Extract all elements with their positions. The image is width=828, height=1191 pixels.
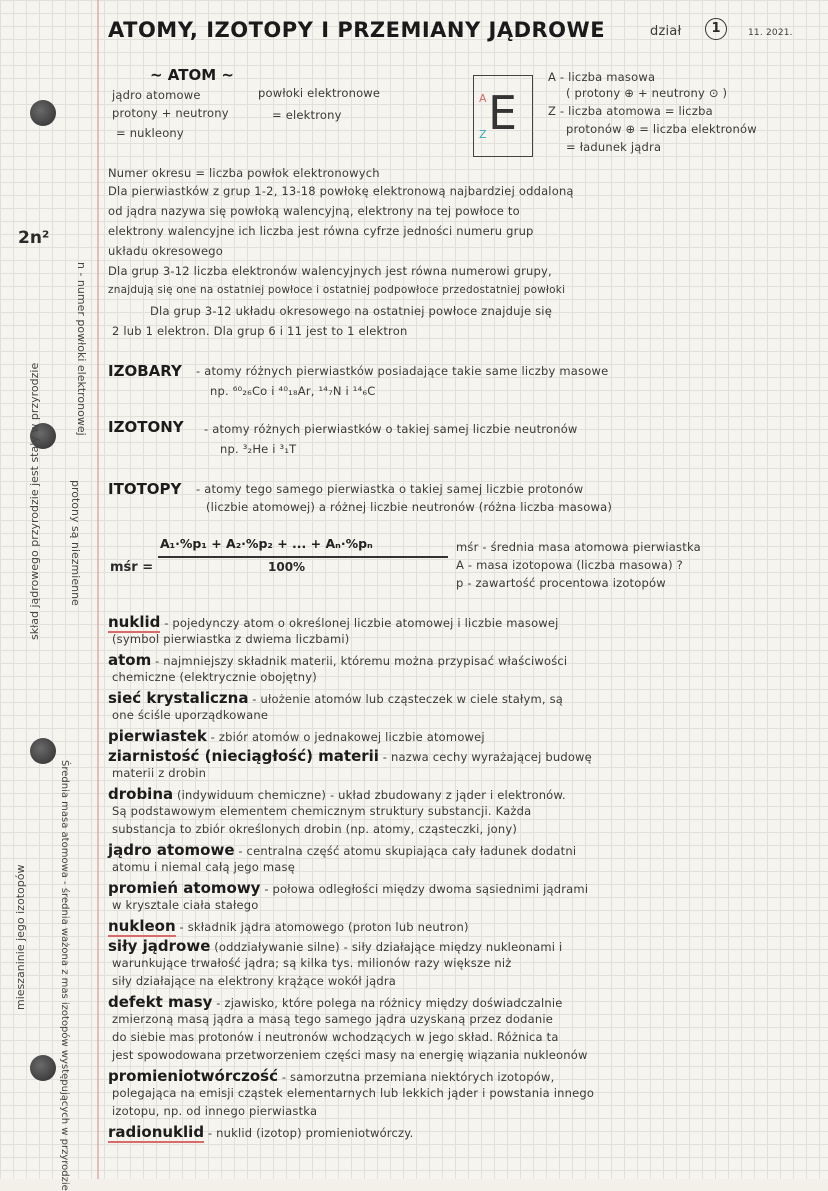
definition-text: - samorzutna przemiana niektórych izotopów, bbox=[278, 1070, 555, 1084]
definition-continuation: w krysztale ciała stałego bbox=[112, 898, 259, 912]
paragraph-line: Dla pierwiastków z grup 1-2, 13-18 powłokę elektronową najbardziej oddaloną bbox=[108, 184, 574, 198]
definition-term: drobina bbox=[108, 785, 174, 803]
definition-row bbox=[108, 688, 563, 707]
atom-text: protony + neutrony bbox=[112, 106, 229, 120]
definition: - atomy tego samego pierwiastka o takiej samej liczbie protonów bbox=[196, 482, 584, 496]
paragraph-line: układu okresowego bbox=[108, 244, 223, 258]
definition-row bbox=[108, 916, 469, 935]
definition-continuation: siły działające na elektrony krążące wokół jądra bbox=[112, 974, 397, 988]
mass-number-label: A bbox=[479, 92, 487, 105]
atom-text: jądro atomowe bbox=[112, 88, 201, 102]
definition-term: promień atomowy bbox=[108, 879, 261, 897]
definition-text: - zbiór atomów o jednakowej liczbie atomowej bbox=[206, 730, 485, 744]
definition-row bbox=[108, 746, 592, 765]
definition-row bbox=[108, 650, 567, 669]
example: np. ³₂He i ³₁T bbox=[220, 442, 297, 456]
definition-term: ziarnistość (nieciągłość) materii bbox=[108, 747, 379, 765]
element-symbol-box bbox=[473, 75, 533, 157]
definition-continuation: warunkujące trwałość jądra; są kilka tys. milionów razy większe niż bbox=[112, 956, 512, 970]
atom-text: = nukleony bbox=[116, 126, 184, 140]
paragraph-line: Dla grup 3-12 liczba elektronów walencyjnych jest równa numerowi grupy, bbox=[108, 264, 552, 278]
date: 11. 2021. bbox=[748, 28, 793, 38]
definition-row bbox=[108, 840, 576, 859]
formula-legend: A - masa izotopowa (liczba masowa) ? bbox=[456, 558, 683, 572]
example: np. ⁶⁰₂₆Co i ⁴⁰₁₈Ar, ¹⁴₇N i ¹⁴₆C bbox=[210, 384, 376, 398]
definition-continuation: chemiczne (elektrycznie obojętny) bbox=[112, 670, 317, 684]
definition-term: nukleon bbox=[108, 917, 176, 935]
definition-continuation: atomu i niemal całą jego masę bbox=[112, 860, 295, 874]
definition-term: defekt masy bbox=[108, 993, 213, 1011]
definition-continuation: zmierzoną masą jądra a masą tego samego jądra uzyskaną przez dodanie bbox=[112, 1012, 554, 1026]
fraction-line bbox=[158, 556, 448, 558]
definition-term: pierwiastek bbox=[108, 727, 207, 745]
definition-term: promieniotwórczość bbox=[108, 1067, 278, 1085]
definition-text: - nazwa cechy wyrażającej budowę bbox=[378, 750, 592, 764]
definition: - atomy różnych pierwiastków o takiej samej liczbie neutronów bbox=[204, 422, 578, 436]
binder-hole bbox=[30, 738, 56, 764]
atom-right-text: = ładunek jądra bbox=[566, 140, 662, 154]
formula-lhs: mśr = bbox=[110, 560, 154, 575]
sidebar-note: protony są niezmienne bbox=[69, 480, 82, 606]
definition-text: - połowa odległości między dwoma sąsiednimi jądrami bbox=[260, 882, 589, 896]
definition-term: jądro atomowe bbox=[108, 841, 235, 859]
definition: - atomy różnych pierwiastków posiadające takie same liczby masowe bbox=[196, 364, 609, 378]
definition-continuation: substancja to zbiór określonych drobin (np. atomy, cząsteczki, jony) bbox=[112, 822, 518, 836]
definition-continuation: polegająca na emisji cząstek elementarnych lub lekkich jąder i powstania innego bbox=[112, 1086, 595, 1100]
definition-continuation: do siebie mas protonów i neutronów wchodzących w jego skład. Różnica ta bbox=[112, 1030, 559, 1044]
definition-text: - centralna część atomu skupiająca cały ładunek dodatni bbox=[234, 844, 577, 858]
definition-term: sieć krystaliczna bbox=[108, 689, 249, 707]
definition-continuation: Są podstawowym elementem chemicznym struktury substancji. Każda bbox=[112, 804, 532, 818]
definition-term: siły jądrowe bbox=[108, 937, 211, 955]
binder-hole bbox=[30, 100, 56, 126]
definition-continuation: materii z drobin bbox=[112, 766, 207, 780]
definition-row bbox=[108, 878, 588, 897]
sidebar-note: Średnia masa atomowa - średnia ważona z mas izotopów występujących w przyrodzie bbox=[59, 760, 70, 1191]
page-title: ATOMY, IZOTOPY I PRZEMIANY JĄDROWE bbox=[108, 18, 606, 42]
atomic-number-label: Z bbox=[479, 128, 487, 141]
sidebar-note: n - numer powłoki elektronowej bbox=[75, 262, 88, 436]
binder-hole bbox=[30, 1055, 56, 1081]
definition-term: atom bbox=[108, 651, 152, 669]
atom-right-text: ( protony ⊕ + neutrony ⊙ ) bbox=[566, 86, 728, 100]
definition-continuation: one ściśle uporządkowane bbox=[112, 708, 269, 722]
definition-row bbox=[108, 1122, 413, 1141]
sidebar-formula: 2n² bbox=[18, 228, 50, 248]
definition-continuation: (symbol pierwiastka z dwiema liczbami) bbox=[112, 632, 350, 646]
definition-text: - składnik jądra atomowego (proton lub neutron) bbox=[175, 920, 469, 934]
paragraph-line: 2 lub 1 elektron. Dla grup 6 i 11 jest to 1 elektron bbox=[112, 324, 408, 338]
definition-text: (indywiduum chemiczne) - układ zbudowany z jąder i elektronów. bbox=[173, 788, 566, 802]
definition: (liczbie atomowej) a różnej liczbie neutronów (różna liczba masowa) bbox=[206, 500, 613, 514]
term-izobary: IZOBARY bbox=[108, 362, 182, 380]
formula-denominator: 100% bbox=[268, 560, 306, 574]
definition-row bbox=[108, 1066, 554, 1085]
definition-row bbox=[108, 726, 485, 745]
term-izotopy: ITOTOPY bbox=[108, 480, 182, 498]
definition-text: - ułożenie atomów lub cząsteczek w ciele stałym, są bbox=[248, 692, 564, 706]
definition-text: (oddziaływanie silne) - siły działające między nukleonami i bbox=[210, 940, 563, 954]
atom-text: = elektrony bbox=[272, 108, 342, 122]
definition-term: nuklid bbox=[108, 613, 161, 631]
definition-row bbox=[108, 992, 563, 1011]
formula-legend: p - zawartość procentowa izotopów bbox=[456, 576, 666, 590]
definition-text: - nuklid (izotop) promieniotwórczy. bbox=[204, 1126, 414, 1140]
formula-legend: mśr - średnia masa atomowa pierwiastka bbox=[456, 540, 701, 554]
definition-continuation: izotopu, np. od innego pierwiastka bbox=[112, 1104, 318, 1118]
section-label: dział bbox=[650, 24, 682, 39]
definition-text: - najmniejszy składnik materii, któremu można przypisać właściwości bbox=[151, 654, 568, 668]
atom-heading: ~ ATOM ~ bbox=[150, 66, 234, 84]
margin-line bbox=[97, 0, 99, 1179]
definition-row bbox=[108, 784, 566, 803]
definition-text: - zjawisko, które polega na różnicy między doświadczalnie bbox=[212, 996, 563, 1010]
atom-text: powłoki elektronowe bbox=[258, 86, 381, 100]
paragraph-line: elektrony walencyjne ich liczba jest równa cyfrze jedności numeru grup bbox=[108, 224, 534, 238]
section-number: 1 bbox=[705, 18, 727, 40]
formula-numerator: A₁·%p₁ + A₂·%p₂ + ... + Aₙ·%pₙ bbox=[160, 536, 373, 551]
atom-right-text: protonów ⊕ = liczba elektronów bbox=[566, 122, 757, 136]
definition-row bbox=[108, 612, 559, 631]
paragraph-line: Numer okresu = liczba powłok elektronowych bbox=[108, 166, 380, 180]
sidebar-note: skład jądrowego przyrodzie jest stały w przyrodzie bbox=[28, 362, 41, 640]
atom-right-text: A - liczba masowa bbox=[548, 70, 656, 84]
atom-right-text: Z - liczba atomowa = liczba bbox=[548, 104, 713, 118]
definition-continuation: jest spowodowana przetworzeniem części masy na energię wiązania nukleonów bbox=[112, 1048, 588, 1062]
definition-text: - pojedynczy atom o określonej liczbie atomowej i liczbie masowej bbox=[160, 616, 559, 630]
element-letter: E bbox=[488, 86, 518, 140]
paragraph-line: znajdują się one na ostatniej powłoce i ostatniej podpowłoce przedostatniej powłoki bbox=[108, 284, 566, 296]
term-izotony: IZOTONY bbox=[108, 418, 184, 436]
definition-row bbox=[108, 936, 562, 955]
paragraph-line: od jądra nazywa się powłoką walencyjną, elektrony na tej powłoce to bbox=[108, 204, 520, 218]
definition-term: radionuklid bbox=[108, 1123, 205, 1141]
sidebar-note: mieszaninie jego izotopów bbox=[14, 864, 27, 1010]
paragraph-line: Dla grup 3-12 układu okresowego na ostatniej powłoce znajduje się bbox=[150, 304, 552, 318]
